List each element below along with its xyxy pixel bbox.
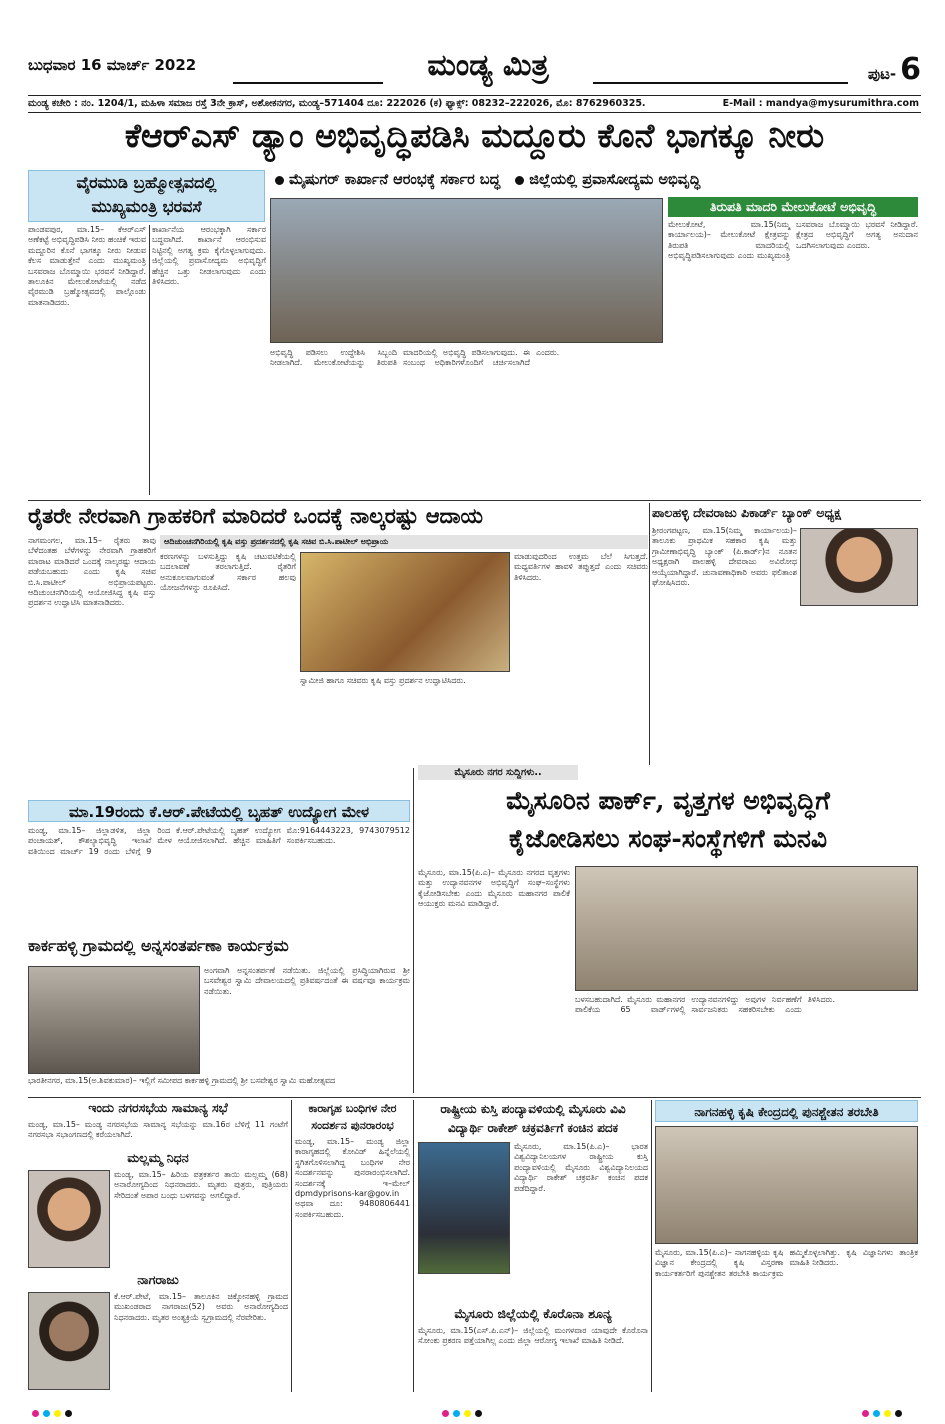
bullet-icon — [515, 176, 524, 185]
story6-headline-line1: ರಾಷ್ಟ್ರೀಯ ಕುಸ್ತಿ ಪಂದ್ಯಾವಳಿಯಲ್ಲಿ ಮೈಸೂರು ವಿವಿ — [440, 1102, 626, 1116]
story10-headline-line1: ಕಾರಾಗೃಹ ಬಂಧಿಗಳ ನೇರ — [308, 1102, 397, 1115]
story4-headline: ಕಾರ್ಕಹಳ್ಳಿ ಗ್ರಾಮದಲ್ಲಿ ಅನ್ನಸಂತರ್ಪಣಾ ಕಾರ್ಯಕ್ರಮ — [28, 936, 289, 955]
column-divider — [413, 1100, 414, 1392]
obit1-photo — [28, 1170, 110, 1268]
story9-headline: ಇಂದು ನಗರಸಭೆಯ ಸಾಮಾನ್ಯ ಸಭೆ — [88, 1100, 228, 1115]
mysuru-body-right: ಬಳಸಬಹುದಾಗಿದೆ. ಮೈಸೂರು ಮಹಾನಗರ ಪಾಲಿಕೆಯ 65 ವಾರ್ಡ್‌ಗಳಲ್ಲಿ ಉದ್ಯಾನವನಗಳಿದ್ದು ಅವುಗಳ ನಿರ್ವಹಣೆಗೆ ಸಾರ್ವಜನಿಕರು ಸಹಕರಿಸಬೇಕು ಎಂದು ತಿಳಿಸಿದರು. — [575, 995, 835, 1015]
story1-body-col1: ಪಾಂಡವಪುರ, ಮಾ.15– ಕೆಆರ್‌ಎಸ್ ಅಣೆಕಟ್ಟೆ ಅಭಿವೃದ್ಧಿಪಡಿಸಿ ನೀರು ಹಂಚಿಕೆ ಇರುವ ಮದ್ದೂರಿನ ಕೊನೆ ಭಾಗಕ್ಕೂ ನೀರು ನೀಡುವ ಕೆಲಸ ಮಾಡುತ್ತೇನೆ ಎಂದು ಮುಖ್ಯಮಂತ್ರಿ ಬಸವರಾಜ ಬೊಮ್ಮಾಯಿ ಭರವಸೆ ನೀಡಿದ್ದಾರೆ. ತಾಲೂಕಿನ ಮೇಲುಕೋಟೆಯಲ್ಲಿ ನಡೆದ ವೈರಮುಡಿ ಬ್ರಹ್ಮೋತ್ಸವದಲ್ಲಿ ಪಾಲ್ಗೊಂಡು ಮಾತನಾಡಿದರು. — [28, 225, 146, 307]
story8-body: ಮೈಸೂರು, ಮಾ.15(ಪಿ.ಎ)– ನಾಗನಹಳ್ಳಿಯ ಕೃಷಿ ವಿಜ್ಞಾನ ಕೇಂದ್ರದಲ್ಲಿ ಕೃಷಿ ವಿಸ್ತರಣಾ ಕಾರ್ಯಕರ್ತರಿಗೆ ಪುನಶ್ಚೇತನ ತರಬೇತಿ ಕಾರ್ಯಕ್ರಮ ಹಮ್ಮಿಕೊಳ್ಳಲಾಗಿತ್ತು. ಕೃಷಿ ವಿಜ್ಞಾನಿಗಳು ತಾಂತ್ರಿಕ ಮಾಹಿತಿ ನೀಡಿದರು. — [655, 1248, 918, 1278]
story4-photo — [28, 966, 200, 1074]
story1-body-below-photo: ಅಭಿವೃದ್ಧಿ ಪಡಿಸಲು ಉದ್ದೇಶಿಸಿ ಸಿಬ್ಬಂದಿ ನೀಡಲಾಗಿದೆ. ಮೇಲುಕೋಟೆಯನ್ನು ತಿರುಪತಿ ಮಾದರಿಯಲ್ಲಿ ಅಭಿವೃದ್ಧಿ ಪಡಿಸಲಾಗುವುದು. ಈ ಸಂಬಂಧ ಅಧಿಕಾರಿಗಳೊಂದಿಗೆ ಚರ್ಚಿಸಲಾಗಿದೆ ಎಂದರು. — [270, 348, 560, 368]
registration-marks-left — [30, 1410, 74, 1418]
newspaper-title: ಮಂಡ್ಯ ಮಿತ್ರ — [427, 48, 549, 83]
column-divider — [649, 503, 650, 765]
story2-body-right: ಮಾಡುವುದರಿಂದ ಉತ್ತಮ ಬೆಲೆ ಸಿಗುತ್ತದೆ. ಮಧ್ಯವರ್ತಿಗಳ ಹಾವಳಿ ತಪ್ಪುತ್ತದೆ ಎಂದು ಸಚಿವರು ತಿಳಿಸಿದರು. — [514, 552, 648, 582]
story2-photo-caption: ಸ್ವಾಮೀಜಿ ಹಾಗೂ ಸಚಿವರು ಕೃಷಿ ವಸ್ತು ಪ್ರದರ್ಶನ ಉದ್ಘಾಟಿಸಿದರು. — [300, 676, 466, 685]
story4-body: ಅಂಗವಾಗಿ ಅನ್ನಸಂತರ್ಪಣೆ ನಡೆಯಿತು. ಜಿಲ್ಲೆಯಲ್ಲಿ ಪ್ರಸಿದ್ಧಿಯಾಗಿರುವ ಶ್ರೀ ಬಸವೇಶ್ವರ ಸ್ವಾಮಿ ದೇವಾಲಯದಲ್ಲಿ ಪ್ರತಿವರ್ಷದಂತೆ ಈ ವರ್ಷವೂ ಕಾರ್ಯಕ್ರಮ ನಡೆಯಿತು. — [204, 966, 410, 996]
mysuru-headline-line1: ಮೈಸೂರಿನ ಪಾರ್ಕ್, ವೃತ್ತಗಳ ಅಭಿವೃದ್ಧಿಗೆ — [506, 786, 830, 815]
masthead-rule-left — [233, 82, 383, 84]
story7-body: ಮೈಸೂರು, ಮಾ.15(ಎಸ್.ಪಿ.ಎನ್)– ಜಿಲ್ಲೆಯಲ್ಲಿ ಮಂಗಳವಾರ ಯಾವುದೇ ಕೊರೊನಾ ಸೋಂಕು ಪ್ರಕರಣ ಪತ್ತೆಯಾಗಿಲ್ಲ ಎಂದು ಜಿಲ್ಲಾ ಆರೋಗ್ಯ ಇಲಾಖೆ ಮಾಹಿತಿ ನೀಡಿದೆ. — [418, 1326, 648, 1346]
section-divider — [28, 500, 921, 501]
bullet-icon — [275, 176, 284, 185]
story1-bullets — [275, 172, 915, 194]
story6-headline-line2: ವಿದ್ಯಾರ್ಥಿ ರಾಕೇಶ್ ಚಕ್ರವರ್ತಿಗೆ ಕಂಚಿನ ಪದಕ — [447, 1121, 619, 1135]
story6-photo — [418, 1142, 510, 1274]
story2-body-mid: ಕರಣಗಳನ್ನು ಬಳಸುತ್ತಿದ್ದು ಕೃಷಿ ಚಟುವಟಿಕೆಯಲ್ಲಿ ಬದಲಾವಣೆ ತರಲಾಗುತ್ತಿದೆ. ರೈತರಿಗೆ ಅನುಕೂಲವಾಗುವಂತೆ ಸರ್ಕಾರ ಹಲವು ಯೋಜನೆಗಳನ್ನು ರೂಪಿಸಿದೆ. — [160, 552, 296, 593]
mysuru-section-tag: ಮೈಸೂರು ನಗರ ಸುದ್ದಿಗಳು.. — [418, 765, 578, 780]
story1-bullet1: ಮೈಷುಗರ್ ಕಾರ್ಖಾನೆ ಆರಂಭಕ್ಕೆ ಸರ್ಕಾರ ಬದ್ಧ — [289, 172, 501, 188]
masthead — [28, 48, 921, 90]
story6-headline — [418, 1100, 648, 1140]
obit1-headline: ಮಲ್ಲಮ್ಮ ನಿಧನ — [127, 1150, 189, 1165]
page-label: ಪುಟ- — [867, 65, 897, 83]
story5-body: ಶ್ರೀರಂಗಪಟ್ಟಣ, ಮಾ.15(ನಿಮ್ಮ ಕಾರ್ಯಾಲಯ)– ತಾಲೂಕು ಪ್ರಾಥಮಿಕ ಸಹಕಾರ ಕೃಷಿ ಮತ್ತು ಗ್ರಾಮೀಣಾಭಿವೃದ್ಧಿ ಬ್ಯಾಂಕ್ (ಪಿ.ಕಾರ್ಡ್)ನ ನೂತನ ಅಧ್ಯಕ್ಷರಾಗಿ ಪಾಲಹಳ್ಳಿ ದೇವರಾಜು ಅವಿರೋಧ ಆಯ್ಕೆಯಾಗಿದ್ದಾರೆ. ಚುನಾವಣಾಧಿಕಾರಿ ಅವರು ಫಲಿತಾಂಶ ಘೋಷಿಸಿದರು. — [652, 526, 797, 588]
column-divider — [149, 225, 150, 495]
story1-photo — [270, 198, 663, 343]
obit2-body: ಕೆ.ಆರ್.ಪೇಟೆ, ಮಾ.15– ತಾಲೂಕಿನ ಚಿಕ್ಕೋನಹಳ್ಳಿ ಗ್ರಾಮದ ಮುಖಂಡರಾದ ನಾಗರಾಜು(52) ಅವರು ಅನಾರೋಗ್ಯದಿಂದ ನಿಧನರಾದರು. ಮೃತರ ಅಂತ್ಯಕ್ರಿಯೆ ಸ್ವಗ್ರಾಮದಲ್ಲಿ ನೆರವೇರಿತು. — [114, 1292, 288, 1322]
section-divider — [28, 1097, 921, 1098]
story8-headline: ನಾಗನಹಳ್ಳಿ ಕೃಷಿ ಕೇಂದ್ರದಲ್ಲಿ ಪುನಶ್ಚೇತನ ತರಬೇತಿ — [655, 1100, 918, 1122]
story4-photo-caption: ಭಾರತೀನಗರ, ಮಾ.15(ಅ.ಶಿವಕುಮಾರ)– ಇಲ್ಲಿಗೆ ಸಮೀಪದ ಕಾರ್ಕಹಳ್ಳಿ ಗ್ರಾಮದಲ್ಲಿ ಶ್ರೀ ಬಸವೇಶ್ವರ ಸ್ವಾಮಿ ಮಹೋತ್ಸವದ — [28, 1076, 336, 1085]
mysuru-headline — [418, 782, 918, 862]
issue-date: ಬುಧವಾರ 16 ಮಾರ್ಚ್ 2022 — [28, 56, 197, 74]
mysuru-headline-line2: ಕೈಜೋಡಿಸಲು ಸಂಘ-ಸಂಸ್ಥೆಗಳಿಗೆ ಮನವಿ — [508, 824, 828, 853]
column-divider — [413, 768, 414, 1093]
story6-body: ಮೈಸೂರು, ಮಾ.15(ಪಿ.ಎ)– ಭಾರತ ವಿಶ್ವವಿದ್ಯಾನಿಲಯಗಳ ರಾಷ್ಟ್ರೀಯ ಕುಸ್ತಿ ಪಂದ್ಯಾವಳಿಯಲ್ಲಿ ಮೈಸೂರು ವಿಶ್ವವಿದ್ಯಾನಿಲಯದ ವಿದ್ಯಾರ್ಥಿ ರಾಕೇಶ್ ಚಕ್ರವರ್ತಿ ಕಂಚಿನ ಪದಕ ಪಡೆದಿದ್ದಾರೆ. — [514, 1142, 648, 1193]
mysuru-photo — [575, 866, 918, 991]
obit2-photo — [28, 1292, 110, 1390]
story9-body: ಮಂಡ್ಯ, ಮಾ.15– ಮಂಡ್ಯ ನಗರಸಭೆಯ ಸಾಮಾನ್ಯ ಸಭೆಯನ್ನು ಮಾ.16ರ ಬೆಳಿಗ್ಗೆ 11 ಗಂಟೆಗೆ ನಗರಸಭಾ ಸಭಾಂಗಣದಲ್ಲಿ ಕರೆಯಲಾಗಿದೆ. — [28, 1120, 288, 1140]
page-number — [868, 52, 921, 87]
column-divider — [291, 1100, 292, 1392]
story2-headline: ರೈತರೇ ನೇರವಾಗಿ ಗ್ರಾಹಕರಿಗೆ ಮಾರಿದರೆ ಒಂದಕ್ಕೆ ನಾಲ್ಕರಷ್ಟು ಆದಾಯ — [28, 503, 484, 528]
story1-kicker-line2: ಮುಖ್ಯಮಂತ್ರಿ ಭರವಸೆ — [91, 197, 202, 216]
story1-kicker — [28, 170, 265, 222]
page-number-value: 6 — [900, 52, 921, 87]
story2-photo — [300, 552, 510, 672]
story5-photo — [800, 528, 918, 606]
email-address: E-Mail : mandya@mysurumithra.com — [722, 98, 919, 109]
story1-body-right: ಮೇಲುಕೋಟೆ, ಮಾ.15(ನಿಮ್ಮ ಕಾರ್ಯಾಲಯ)– ಮೇಲುಕೋಟೆ ಕ್ಷೇತ್ರವನ್ನು ತಿರುಪತಿ ಮಾದರಿಯಲ್ಲಿ ಅಭಿವೃದ್ಧಿಪಡಿಸಲಾಗುವುದು ಎಂದು ಮುಖ್ಯಮಂತ್ರಿ ಬಸವರಾಜ ಬೊಮ್ಮಾಯಿ ಭರವಸೆ ನೀಡಿದ್ದಾರೆ. ಕ್ಷೇತ್ರದ ಅಭಿವೃದ್ಧಿಗೆ ಅಗತ್ಯ ಅನುದಾನ ಒದಗಿಸಲಾಗುವುದು ಎಂದರು. — [668, 220, 918, 261]
obit2-headline: ನಾಗರಾಜು — [137, 1272, 179, 1287]
story3-headline: ಮಾ.19ರಂದು ಕೆ.ಆರ್.ಪೇಟೆಯಲ್ಲಿ ಬೃಹತ್ ಉದ್ಯೋಗ ಮೇಳ — [28, 800, 410, 822]
office-address: ಮಂಡ್ಯ ಕಚೇರಿ : ನಂ. 1204/1, ಮಹಿಳಾ ಸಮಾಜ ರಸ್ತೆ 3ನೇ ಕ್ರಾಸ್, ಅಶೋಕನಗರ, ಮಂಡ್ಯ–571404 ದೂ: 222026 (ಕ) ಫ್ಯಾಕ್ಸ್: 08232–222026, ಮೊ: 8762960325. — [28, 98, 646, 109]
story1-body-col2: ಕಾರ್ಖಾನೆಯ ಆರಂಭಕ್ಕಾಗಿ ಸರ್ಕಾರ ಬದ್ಧವಾಗಿದೆ. ಕಾರ್ಖಾನೆ ಆರಂಭಿಸುವ ನಿಟ್ಟಿನಲ್ಲಿ ಅಗತ್ಯ ಕ್ರಮ ಕೈಗೊಳ್ಳಲಾಗುವುದು. ಜಿಲ್ಲೆಯಲ್ಲಿ ಪ್ರವಾಸೋದ್ಯಮ ಅಭಿವೃದ್ಧಿಗೆ ಹೆಚ್ಚಿನ ಒತ್ತು ನೀಡಲಾಗುವುದು ಎಂದು ತಿಳಿಸಿದರು. — [152, 225, 266, 287]
registration-marks-center — [440, 1410, 484, 1418]
obit1-body: ಮಂಡ್ಯ, ಮಾ.15– ಹಿರಿಯ ಪತ್ರಕರ್ತರ ತಾಯಿ ಮಲ್ಲಮ್ಮ (68) ಅನಾರೋಗ್ಯದಿಂದ ನಿಧನರಾದರು. ಮೃತರು ಪುತ್ರರು, ಪುತ್ರಿಯರು ಸೇರಿದಂತೆ ಅಪಾರ ಬಂಧು ಬಳಗವನ್ನು ಅಗಲಿದ್ದಾರೆ. — [114, 1170, 288, 1200]
story2-body-left: ನಾಗಮಂಗಲ, ಮಾ.15– ರೈತರು ತಾವು ಬೆಳೆದಂತಹ ಬೆಳೆಗಳನ್ನು ನೇರವಾಗಿ ಗ್ರಾಹಕರಿಗೆ ಮಾರಾಟ ಮಾಡಿದರೆ ಒಂದಕ್ಕೆ ನಾಲ್ಕರಷ್ಟು ಆದಾಯ ಪಡೆಯಬಹುದು ಎಂದು ಕೃಷಿ ಸಚಿವ ಬಿ.ಸಿ.ಪಾಟೀಲ್ ಅಭಿಪ್ರಾಯಪಟ್ಟರು. ಆದಿಚುಂಚನಗಿರಿಯಲ್ಲಿ ಆಯೋಜಿಸಿದ್ದ ಕೃಷಿ ವಸ್ತು ಪ್ರದರ್ಶನ ಉದ್ಘಾಟಿಸಿ ಮಾತನಾಡಿದರು. — [28, 536, 156, 608]
story5-heading: ಪಾಲಹಳ್ಳಿ ದೇವರಾಜು ಪಿಕಾರ್ಡ್ ಬ್ಯಾಂಕ್ ಅಧ್ಯಕ್ಷ — [652, 505, 842, 520]
column-divider — [651, 1100, 652, 1392]
story3-body: ಮಂಡ್ಯ, ಮಾ.15– ಜಿಲ್ಲಾಡಳಿತ, ಜಿಲ್ಲಾ ಪಂಚಾಯತ್, ಕೌಶಲ್ಯಾಭಿವೃದ್ಧಿ ಇಲಾಖೆ ವತಿಯಿಂದ ಮಾರ್ಚ್ 19 ರಂದು ಬೆಳಿಗ್ಗೆ 9 ರಿಂದ ಕೆ.ಆರ್.ಪೇಟೆಯಲ್ಲಿ ಬೃಹತ್ ಉದ್ಯೋಗ ಮೇಳ ಆಯೋಜಿಸಲಾಗಿದೆ. ಹೆಚ್ಚಿನ ಮಾಹಿತಿಗೆ ಮೊ:9164443223, 9743079512 ಸಂಪರ್ಕಿಸಬಹುದು. — [28, 826, 410, 856]
story7-headline: ಮೈಸೂರು ಜಿಲ್ಲೆಯಲ್ಲಿ ಕೊರೊನಾ ಶೂನ್ಯ — [454, 1306, 612, 1321]
address-bar — [28, 95, 921, 113]
story10-headline-line2: ಸಂದರ್ಶನ ಪುನರಾರಂಭ — [311, 1119, 394, 1132]
story1-bullet2: ಜಿಲ್ಲೆಯಲ್ಲಿ ಪ್ರವಾಸೋದ್ಯಮ ಅಭಿವೃದ್ಧಿ — [529, 172, 701, 188]
story1-kicker-line1: ವೈರಮುಡಿ ಬ್ರಹ್ಮೋತ್ಸವದಲ್ಲಿ — [76, 173, 217, 192]
registration-marks-right — [860, 1410, 904, 1418]
story10-body: ಮಂಡ್ಯ, ಮಾ.15– ಮಂಡ್ಯ ಜಿಲ್ಲಾ ಕಾರಾಗೃಹದಲ್ಲಿ ಕೋವಿಡ್ ಹಿನ್ನೆಲೆಯಲ್ಲಿ ಸ್ಥಗಿತಗೊಳಿಸಲಾಗಿದ್ದ ಬಂಧಿಗಳ ನೇರ ಸಂದರ್ಶನವನ್ನು ಪುನರಾರಂಭಿಸಲಾಗಿದೆ. ಸಂದರ್ಶನಕ್ಕೆ ಇ–ಮೇಲ್ dpmdyprisons-kar@gov.in ಅಥವಾ ದೂ: 9480806441 ಸಂಪರ್ಕಿಸಬಹುದು. — [295, 1137, 410, 1219]
story10-headline — [295, 1100, 410, 1134]
story1-side-heading: ತಿರುಪತಿ ಮಾದರಿ ಮೇಲುಕೋಟೆ ಅಭಿವೃದ್ಧಿ — [668, 197, 918, 217]
mysuru-body-left: ಮೈಸೂರು, ಮಾ.15(ಪಿ.ಎ)– ಮೈಸೂರು ನಗರದ ವೃತ್ತಗಳು ಮತ್ತು ಉದ್ಯಾನವನಗಳ ಅಭಿವೃದ್ಧಿಗೆ ಸಂಘ–ಸಂಸ್ಥೆಗಳು ಕೈಜೋಡಿಸಬೇಕು ಎಂದು ಮೈಸೂರು ಮಹಾನಗರ ಪಾಲಿಕೆ ಆಯುಕ್ತರು ಮನವಿ ಮಾಡಿದ್ದಾರೆ. — [418, 868, 570, 909]
masthead-rule-right — [593, 82, 848, 84]
story8-photo — [655, 1126, 918, 1244]
story2-sub-caption: ಆದಿಚುಂಚನಗಿರಿಯಲ್ಲಿ ಕೃಷಿ ವಸ್ತು ಪ್ರದರ್ಶನದಲ್ಲಿ ಕೃಷಿ ಸಚಿವ ಬಿ.ಸಿ.ಪಾಟೀಲ್ ಅಭಿಪ್ರಾಯ — [160, 535, 648, 549]
main-headline: ಕೆಆರ್‌ಎಸ್ ಡ್ಯಾಂ ಅಭಿವೃದ್ಧಿಪಡಿಸಿ ಮದ್ದೂರು ಕೊನೆ ಭಾಗಕ್ಕೂ ನೀರು — [124, 116, 825, 155]
